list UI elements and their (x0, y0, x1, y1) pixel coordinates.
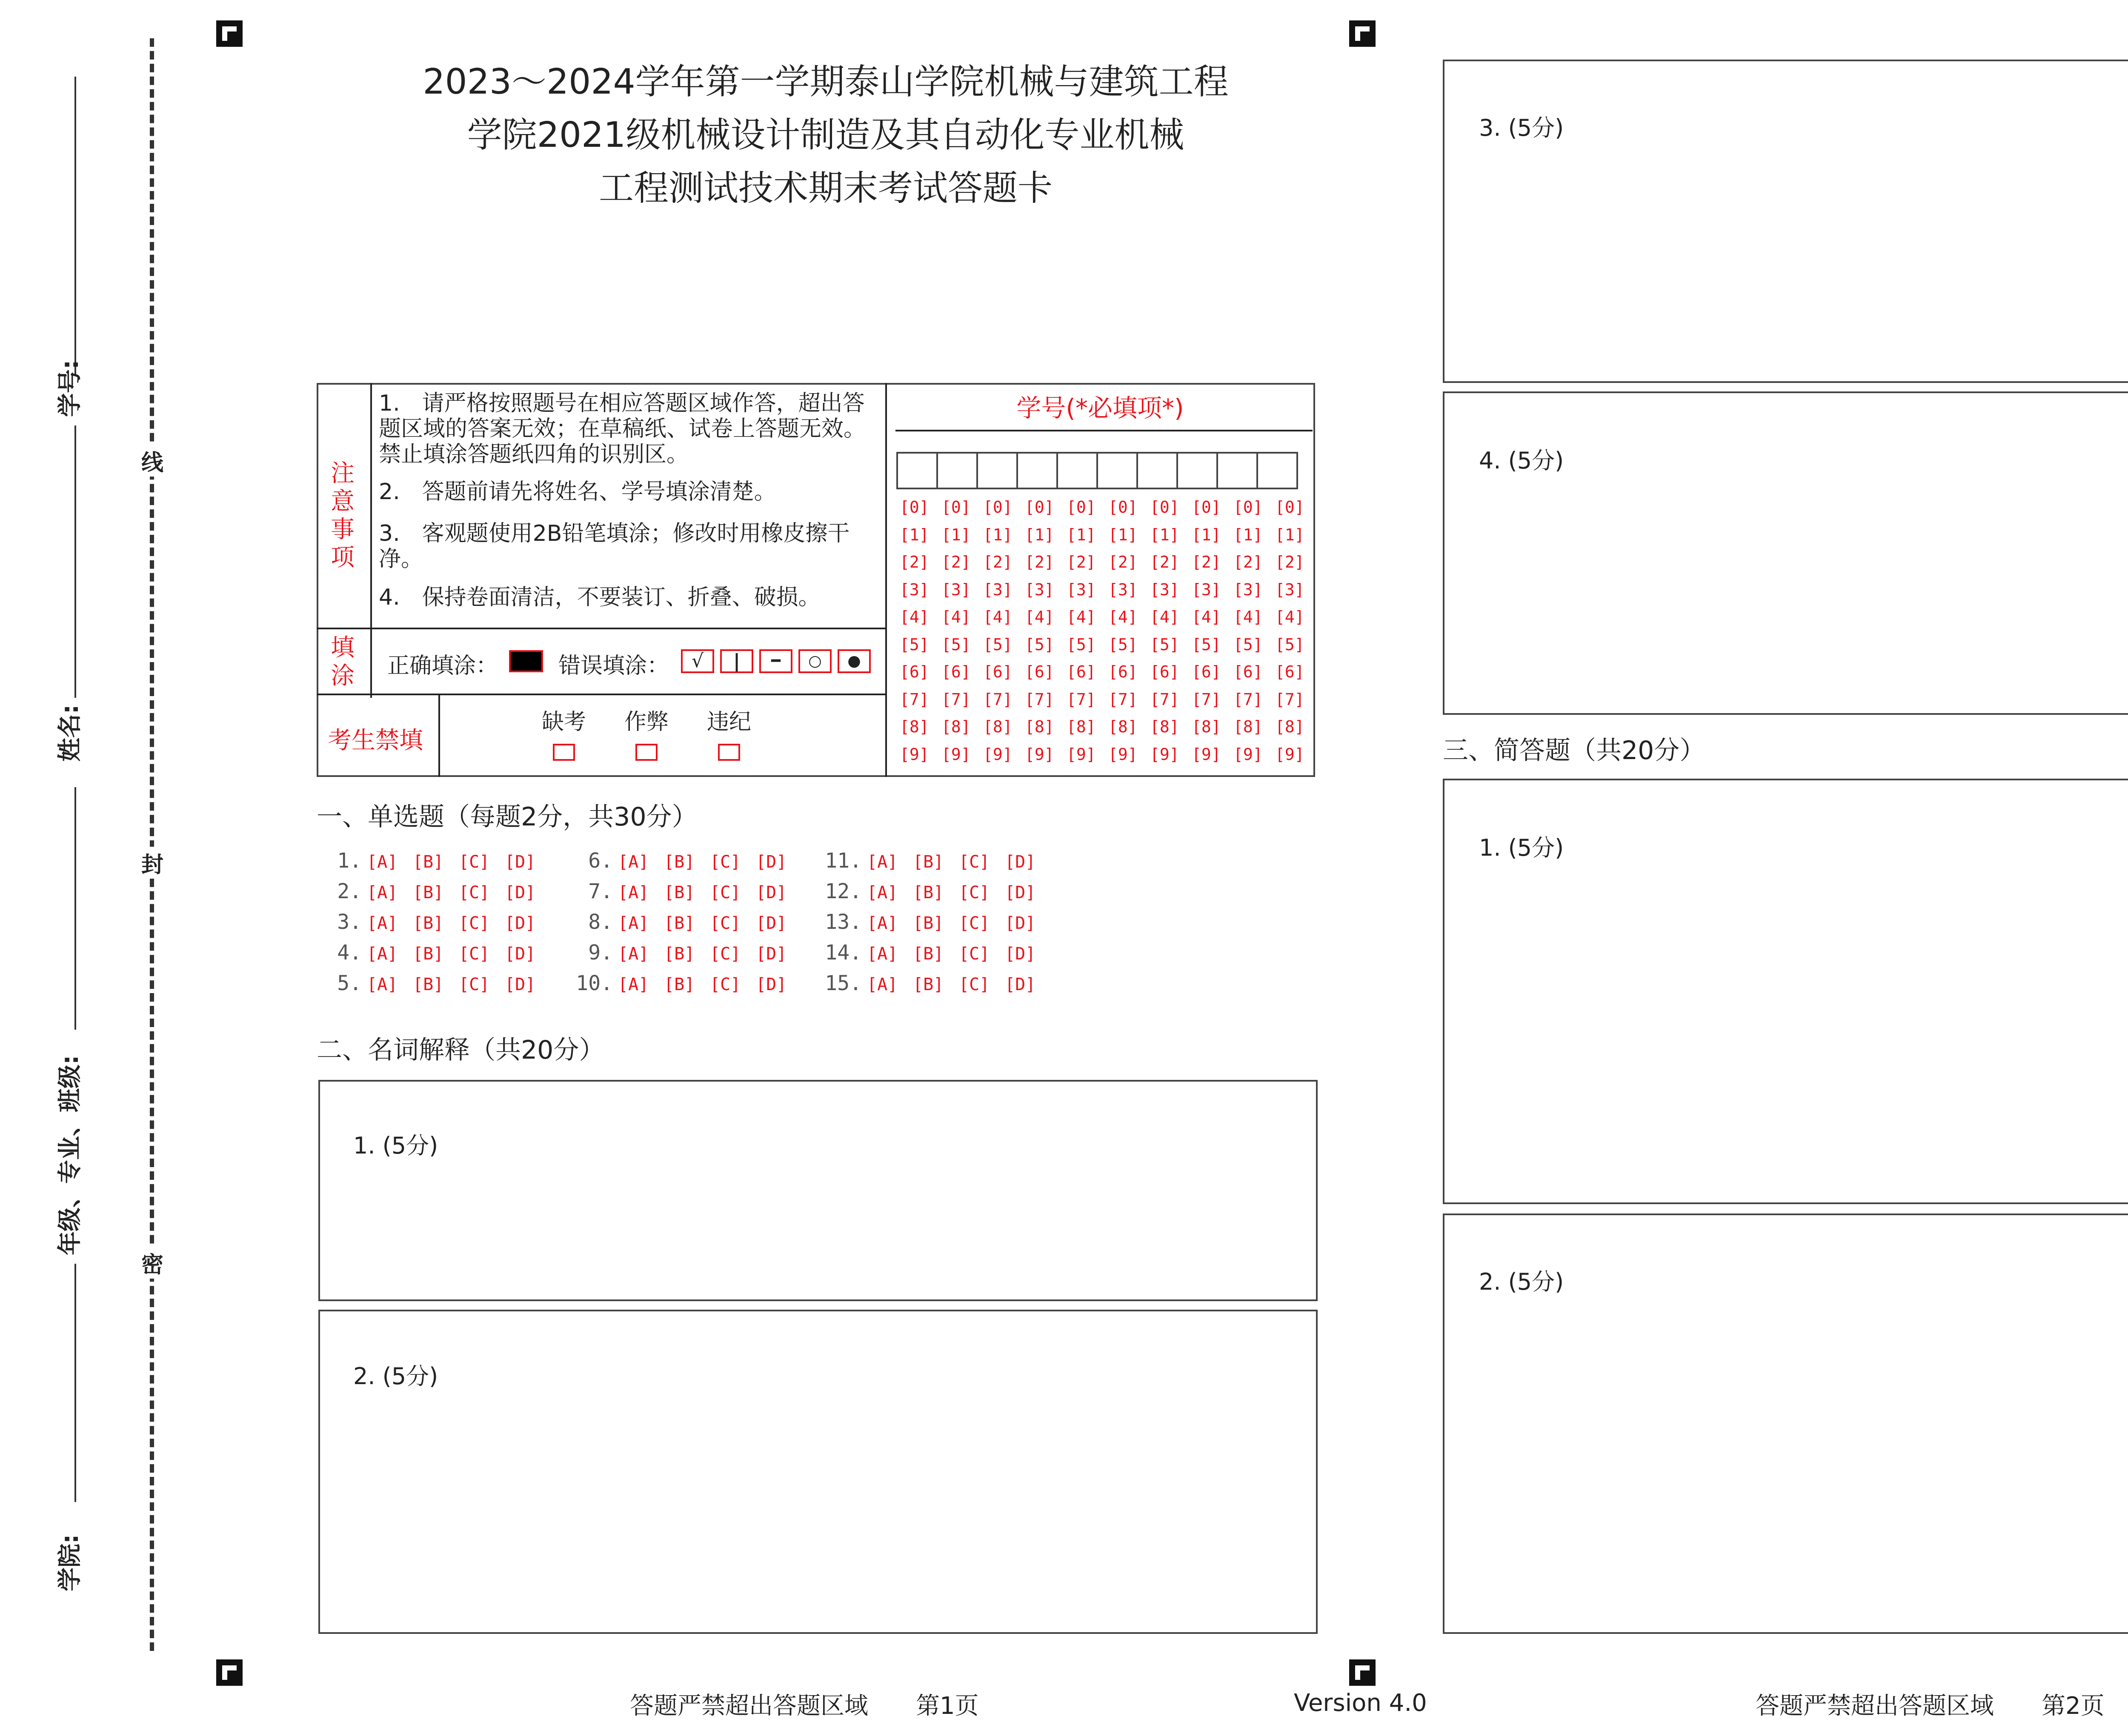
student-id-bubble[interactable]: [2] (1192, 553, 1221, 571)
single-choice-question-14 (824, 941, 1051, 965)
student-id-grid (896, 498, 1313, 770)
answer-bubble[interactable]: [A] (867, 914, 898, 933)
registration-marker-top-left (216, 20, 243, 47)
binding-line-college (74, 1264, 76, 1502)
single-choice-question-9 (575, 941, 802, 965)
single-choice-question-1 (323, 849, 551, 873)
student-id-bubble[interactable]: [5] (1192, 635, 1221, 654)
answer-bubble[interactable]: [B] (664, 852, 695, 872)
student-id-bubble[interactable]: [2] (1150, 553, 1179, 571)
wrong-mark-bar: | (720, 649, 753, 673)
notice-label: 注意事项 (331, 460, 355, 571)
student-id-bubble[interactable]: [9] (900, 745, 929, 764)
answer-bubble[interactable]: [D] (505, 944, 536, 964)
candidate-options (541, 704, 752, 761)
student-id-bubble[interactable]: [1] (1275, 525, 1304, 544)
binding-label-college: 学院: (56, 1534, 84, 1591)
student-id-bubble[interactable]: [8] (983, 717, 1013, 736)
answer-bubble[interactable]: [C] (710, 944, 741, 964)
checkbox-violation[interactable] (718, 744, 740, 761)
student-id-box-10[interactable] (1256, 452, 1298, 489)
question-number: 5. (337, 971, 362, 995)
student-id-bubble[interactable]: [6] (983, 662, 1013, 681)
answer-bubble[interactable]: [B] (413, 914, 444, 933)
student-id-bubble[interactable]: [6] (1108, 662, 1138, 681)
question-number: 4. (337, 941, 362, 965)
checkbox-absent[interactable] (553, 744, 575, 761)
student-id-bubble[interactable]: [5] (941, 635, 971, 654)
student-id-bubble[interactable]: [8] (1067, 717, 1096, 736)
student-id-bubble[interactable]: [1] (1150, 525, 1179, 544)
student-id-bubble[interactable]: [1] (1067, 525, 1096, 544)
answer-bubble[interactable]: [D] (505, 975, 536, 994)
single-choice-question-12 (824, 879, 1051, 903)
section2-question-4: 4. (5分) (1479, 447, 1564, 474)
student-id-bubble[interactable]: [7] (1108, 690, 1138, 709)
seal-dashed-line (150, 38, 154, 1651)
student-id-bubble[interactable]: [4] (1108, 608, 1138, 626)
student-id-bubble[interactable]: [5] (900, 635, 929, 654)
section3-question-2: 2. (5分) (1479, 1268, 1564, 1295)
student-id-box-4[interactable] (1016, 452, 1058, 489)
answer-bubble[interactable]: [D] (1005, 883, 1036, 902)
single-choice-question-8 (575, 910, 802, 934)
single-choice-question-7 (575, 879, 802, 903)
answer-bubble[interactable]: [A] (618, 975, 649, 994)
question-number: 8. (588, 910, 613, 934)
candidate-option-violation[interactable]: 违纪 (706, 704, 752, 761)
answer-bubble[interactable]: [A] (367, 883, 398, 902)
answer-bubble[interactable]: [B] (664, 975, 695, 994)
student-id-box-5[interactable] (1056, 452, 1098, 489)
section2-question-1: 1. (5分) (353, 1132, 438, 1159)
page-title (323, 55, 1328, 215)
divider-studentid (885, 383, 887, 777)
answer-bubble[interactable]: [B] (913, 975, 944, 994)
candidate-option-cheat[interactable]: 作弊 (623, 704, 670, 761)
single-choice-question-6 (575, 849, 802, 873)
student-id-box-7[interactable] (1136, 452, 1178, 489)
answer-bubble[interactable]: [C] (459, 883, 490, 902)
student-id-bubble[interactable]: [0] (1233, 498, 1263, 517)
section2-question-3: 3. (5分) (1479, 114, 1564, 141)
wrong-mark-check: √ (681, 649, 714, 673)
answer-bubble[interactable]: [C] (959, 852, 990, 872)
student-id-bubble[interactable]: [6] (1025, 662, 1054, 681)
answer-bubble[interactable]: [C] (459, 975, 490, 994)
student-id-bubble[interactable]: [6] (900, 662, 929, 681)
student-id-boxes (896, 452, 1313, 489)
student-id-bubble[interactable]: [0] (1275, 498, 1304, 517)
answer-bubble[interactable]: [B] (664, 883, 695, 902)
answer-bubble[interactable]: [D] (1005, 914, 1036, 933)
answer-bubble[interactable]: [A] (618, 914, 649, 933)
answer-bubble[interactable]: [C] (710, 975, 741, 994)
section1-grid (323, 849, 1132, 1011)
student-id-box-6[interactable] (1096, 452, 1138, 489)
student-id-bubble[interactable]: [7] (1233, 690, 1263, 709)
student-id-bubble[interactable]: [0] (1067, 498, 1096, 517)
student-id-box-2[interactable] (936, 452, 978, 489)
student-id-bubble[interactable]: [0] (1025, 498, 1054, 517)
question-number: 6. (588, 849, 613, 873)
student-id-bubble[interactable]: [6] (941, 662, 971, 681)
student-id-bubble[interactable]: [4] (941, 608, 971, 626)
single-choice-question-15 (824, 971, 1051, 995)
student-id-bubble[interactable]: [7] (1275, 690, 1304, 709)
notice-list (379, 391, 868, 610)
question-number: 13. (825, 910, 862, 934)
notice-item-2: 2. 答题前请先将姓名、学号填涂清楚。 (379, 479, 776, 505)
binding-line-id (74, 77, 76, 374)
student-id-bubble[interactable]: [2] (1275, 553, 1304, 571)
student-id-bubble[interactable]: [1] (1025, 525, 1054, 544)
section2-title: 二、名词解释（共20分） (317, 1035, 605, 1065)
student-id-bubble[interactable]: [7] (983, 690, 1013, 709)
question-number: 11. (825, 849, 862, 873)
student-id-bubble[interactable]: [3] (1108, 580, 1138, 599)
answer-bubble[interactable]: [A] (367, 975, 398, 994)
single-choice-question-4 (323, 941, 551, 965)
section2-question-2: 2. (5分) (353, 1363, 438, 1390)
answer-bubble[interactable]: [D] (756, 852, 787, 872)
answer-bubble[interactable]: [A] (867, 944, 898, 964)
checkbox-cheat[interactable] (635, 744, 658, 761)
fill-wrong-label: 错误填涂： (558, 653, 669, 679)
divider-notice-label (370, 383, 372, 698)
answer-bubble[interactable]: [B] (913, 852, 944, 872)
divider-candidate-label (438, 695, 440, 777)
student-id-bubble[interactable]: [3] (1025, 580, 1054, 599)
notice-item-1: 1. 请严格按照题号在相应答题区域作答，超出答题区域的答案无效；在草稿纸、试卷上答题无效。禁止填涂答题纸四角的识别区。 (379, 391, 866, 467)
student-id-bubble[interactable]: [4] (983, 608, 1013, 626)
answer-bubble[interactable]: [B] (413, 883, 444, 902)
answer-bubble[interactable]: [C] (459, 914, 490, 933)
wrong-mark-circle: ○ (798, 649, 832, 673)
registration-marker-top-center (1349, 20, 1376, 47)
student-id-bubble[interactable]: [9] (1192, 745, 1221, 764)
student-id-bubble[interactable]: [8] (1275, 717, 1304, 736)
binding-line-class (74, 787, 76, 1030)
student-id-bubble[interactable]: [2] (983, 553, 1013, 571)
student-id-bubble[interactable]: [3] (1192, 580, 1221, 599)
student-id-bubble[interactable]: [1] (983, 525, 1013, 544)
footer-page2: 答题严禁超出答题区域 第2页 (1756, 1692, 2105, 1720)
student-id-bubble[interactable]: [9] (1025, 745, 1054, 764)
student-id-bubble[interactable]: [0] (1192, 498, 1221, 517)
candidate-label: 考生禁填 (328, 727, 423, 754)
student-id-bubble[interactable]: [4] (1233, 608, 1263, 626)
student-id-bubble[interactable]: [9] (1275, 745, 1304, 764)
answer-bubble[interactable]: [A] (367, 944, 398, 964)
question-number: 12. (825, 879, 862, 903)
student-id-bubble[interactable]: [2] (1233, 553, 1263, 571)
student-id-bubble[interactable]: [1] (1233, 525, 1263, 544)
student-id-bubble[interactable]: [9] (1108, 745, 1138, 764)
notice-item-3: 3. 客观题使用2B铅笔填涂；修改时用橡皮擦干净。 (379, 521, 850, 572)
answer-bubble[interactable]: [A] (367, 852, 398, 872)
answer-bubble[interactable]: [B] (913, 944, 944, 964)
divider-fill-candidate (317, 694, 885, 695)
answer-bubble[interactable]: [B] (664, 914, 695, 933)
student-id-bubble[interactable]: [7] (1150, 690, 1179, 709)
student-id-bubble[interactable]: [6] (1150, 662, 1179, 681)
student-id-title-underline (895, 430, 1313, 431)
notice-item-4: 4. 保持卷面清洁，不要装订、折叠、破损。 (379, 585, 821, 610)
section1-title: 一、单选题（每题2分，共30分） (317, 802, 698, 832)
seal-mark-mi: 密 (140, 1247, 164, 1279)
student-id-bubble[interactable]: [9] (1233, 745, 1263, 764)
answer-bubble[interactable]: [C] (710, 914, 741, 933)
student-id-bubble[interactable]: [8] (941, 717, 971, 736)
question-number: 14. (825, 941, 862, 965)
student-id-bubble[interactable]: [1] (1108, 525, 1138, 544)
student-id-bubble[interactable]: [1] (941, 525, 971, 544)
answer-bubble[interactable]: [D] (1005, 944, 1036, 964)
question-number: 10. (576, 971, 613, 995)
student-id-bubble[interactable]: [5] (1150, 635, 1179, 654)
answer-bubble[interactable]: [D] (505, 883, 536, 902)
student-id-bubble[interactable]: [4] (900, 608, 929, 626)
fill-correct-label: 正确填涂： (387, 653, 498, 679)
answer-bubble[interactable]: [A] (618, 944, 649, 964)
answer-bubble[interactable]: [C] (959, 944, 990, 964)
student-id-bubble[interactable]: [3] (941, 580, 971, 599)
single-choice-question-5 (323, 971, 551, 995)
student-id-bubble[interactable]: [5] (1233, 635, 1263, 654)
student-id-box-9[interactable] (1216, 452, 1258, 489)
student-id-bubble[interactable]: [2] (900, 553, 929, 571)
answer-bubble[interactable]: [C] (959, 883, 990, 902)
section3-title: 三、简答题（共20分） (1443, 736, 1705, 765)
student-id-bubble[interactable]: [3] (1275, 580, 1304, 599)
fill-label: 填涂 (331, 634, 355, 690)
section2-answer-box-3[interactable] (1443, 60, 2128, 383)
answer-bubble[interactable]: [C] (710, 883, 741, 902)
answer-bubble[interactable]: [B] (913, 914, 944, 933)
student-id-bubble[interactable]: [3] (1067, 580, 1096, 599)
student-id-bubble[interactable]: [5] (983, 635, 1013, 654)
binding-line-name (74, 425, 76, 698)
student-id-bubble[interactable]: [7] (1067, 690, 1096, 709)
binding-label-class: 年级、专业、班级: (56, 1055, 84, 1255)
student-id-bubble[interactable]: [5] (1025, 635, 1054, 654)
candidate-option-absent[interactable]: 缺考 (541, 704, 587, 761)
student-id-bubble[interactable]: [1] (1192, 525, 1221, 544)
student-id-bubble[interactable]: [7] (900, 690, 929, 709)
student-id-bubble[interactable]: [3] (900, 580, 929, 599)
student-id-bubble[interactable]: [9] (941, 745, 971, 764)
single-choice-question-2 (323, 879, 551, 903)
answer-bubble[interactable]: [A] (867, 883, 898, 902)
answer-bubble[interactable]: [A] (867, 852, 898, 872)
single-choice-question-3 (323, 910, 551, 934)
question-number: 1. (337, 849, 362, 873)
title-line-3: 工程测试技术期末考试答题卡 (598, 168, 1053, 208)
student-id-box-3[interactable] (976, 452, 1018, 489)
student-id-bubble[interactable]: [1] (900, 525, 929, 544)
student-id-bubble[interactable]: [2] (1025, 553, 1054, 571)
section3-question-1: 1. (5分) (1479, 834, 1564, 861)
student-id-bubble[interactable]: [2] (1108, 553, 1138, 571)
answer-bubble[interactable]: [C] (459, 944, 490, 964)
registration-marker-bottom-center (1349, 1659, 1376, 1686)
section2-answer-box-2[interactable] (318, 1310, 1318, 1634)
answer-bubble[interactable]: [B] (664, 944, 695, 964)
student-id-bubble[interactable]: [4] (1192, 608, 1221, 626)
question-number: 7. (588, 879, 613, 903)
answer-bubble[interactable]: [D] (756, 883, 787, 902)
answer-bubble[interactable]: [A] (367, 914, 398, 933)
student-id-bubble[interactable]: [0] (983, 498, 1013, 517)
student-id-bubble[interactable]: [5] (1067, 635, 1096, 654)
answer-bubble[interactable]: [C] (710, 852, 741, 872)
student-id-bubble[interactable]: [8] (1150, 717, 1179, 736)
student-id-bubble[interactable]: [7] (1025, 690, 1054, 709)
student-id-bubble[interactable]: [8] (1192, 717, 1221, 736)
title-line-1: 2023～2024学年第一学期泰山学院机械与建筑工程 (423, 62, 1229, 102)
seal-mark-line: 线 (140, 445, 164, 477)
student-id-bubble[interactable]: [4] (1150, 608, 1179, 626)
divider-notice-fill (317, 628, 885, 629)
title-line-2: 学院2021级机械设计制造及其自动化专业机械 (467, 115, 1184, 155)
student-id-bubble[interactable]: [3] (1150, 580, 1179, 599)
section2-answer-box-4[interactable] (1443, 391, 2128, 715)
student-id-bubble[interactable]: [2] (1067, 553, 1096, 571)
seal-mark-feng: 封 (140, 847, 164, 879)
answer-bubble[interactable]: [D] (756, 914, 787, 933)
student-id-bubble[interactable]: [8] (1108, 717, 1138, 736)
student-id-bubble[interactable]: [5] (1108, 635, 1138, 654)
binding-label-id: 学号: (56, 360, 84, 417)
answer-bubble[interactable]: [C] (459, 852, 490, 872)
answer-bubble[interactable]: [C] (959, 975, 990, 994)
student-id-bubble[interactable]: [8] (900, 717, 929, 736)
student-id-box-8[interactable] (1176, 452, 1218, 489)
student-id-bubble[interactable]: [0] (1108, 498, 1138, 517)
footer-page1: 答题严禁超出答题区域 第1页 (630, 1692, 979, 1720)
student-id-box-1[interactable] (896, 452, 938, 489)
student-id-title: 学号(*必填项*) (1016, 394, 1184, 423)
student-id-bubble[interactable]: [7] (941, 690, 971, 709)
student-id-bubble[interactable]: [4] (1067, 608, 1096, 626)
question-number: 9. (588, 941, 613, 965)
fill-wrong-samples (681, 649, 871, 673)
student-id-bubble[interactable]: [6] (1275, 662, 1304, 681)
wrong-mark-dash: ━ (759, 649, 792, 673)
student-id-bubble[interactable]: [7] (1192, 690, 1221, 709)
answer-bubble[interactable]: [C] (959, 914, 990, 933)
answer-bubble[interactable]: [A] (618, 852, 649, 872)
binding-label-name: 姓名: (56, 704, 84, 762)
student-id-bubble[interactable]: [2] (941, 553, 971, 571)
student-id-bubble[interactable]: [3] (1233, 580, 1263, 599)
answer-bubble[interactable]: [A] (867, 975, 898, 994)
student-id-bubble[interactable]: [0] (900, 498, 929, 517)
student-id-bubble[interactable]: [6] (1067, 662, 1096, 681)
section2-answer-box-1[interactable] (318, 1080, 1318, 1301)
question-number: 3. (337, 910, 362, 934)
footer-version: Version 4.0 (1294, 1689, 1427, 1717)
answer-bubble[interactable]: [D] (1005, 975, 1036, 994)
single-choice-question-13 (824, 910, 1051, 934)
student-id-bubble[interactable]: [0] (1150, 498, 1179, 517)
answer-bubble[interactable]: [D] (505, 852, 536, 872)
answer-bubble[interactable]: [B] (913, 883, 944, 902)
answer-bubble[interactable]: [B] (413, 944, 444, 964)
student-id-bubble[interactable]: [6] (1192, 662, 1221, 681)
student-id-bubble[interactable]: [9] (1150, 745, 1179, 764)
student-id-bubble[interactable]: [6] (1233, 662, 1263, 681)
question-number: 15. (825, 971, 862, 995)
answer-bubble[interactable]: [D] (756, 944, 787, 964)
student-id-bubble[interactable]: [8] (1025, 717, 1054, 736)
student-id-bubble[interactable]: [0] (941, 498, 971, 517)
student-id-bubble[interactable]: [5] (1275, 635, 1304, 654)
student-id-bubble[interactable]: [8] (1233, 717, 1263, 736)
student-id-bubble[interactable]: [9] (983, 745, 1013, 764)
answer-bubble[interactable]: [A] (618, 883, 649, 902)
single-choice-question-11 (824, 849, 1051, 873)
student-id-bubble[interactable]: [4] (1275, 608, 1304, 626)
student-id-bubble[interactable]: [3] (983, 580, 1013, 599)
student-id-bubble[interactable]: [9] (1067, 745, 1096, 764)
answer-bubble[interactable]: [D] (505, 914, 536, 933)
answer-bubble[interactable]: [B] (413, 852, 444, 872)
answer-bubble[interactable]: [B] (413, 975, 444, 994)
single-choice-question-10 (575, 971, 802, 995)
registration-marker-bottom-left (216, 1659, 243, 1686)
question-number: 2. (337, 879, 362, 903)
wrong-mark-dot: ● (838, 649, 871, 673)
answer-bubble[interactable]: [D] (1005, 852, 1036, 872)
answer-bubble[interactable]: [D] (756, 975, 787, 994)
student-id-bubble[interactable]: [4] (1025, 608, 1054, 626)
fill-correct-sample (509, 650, 543, 672)
